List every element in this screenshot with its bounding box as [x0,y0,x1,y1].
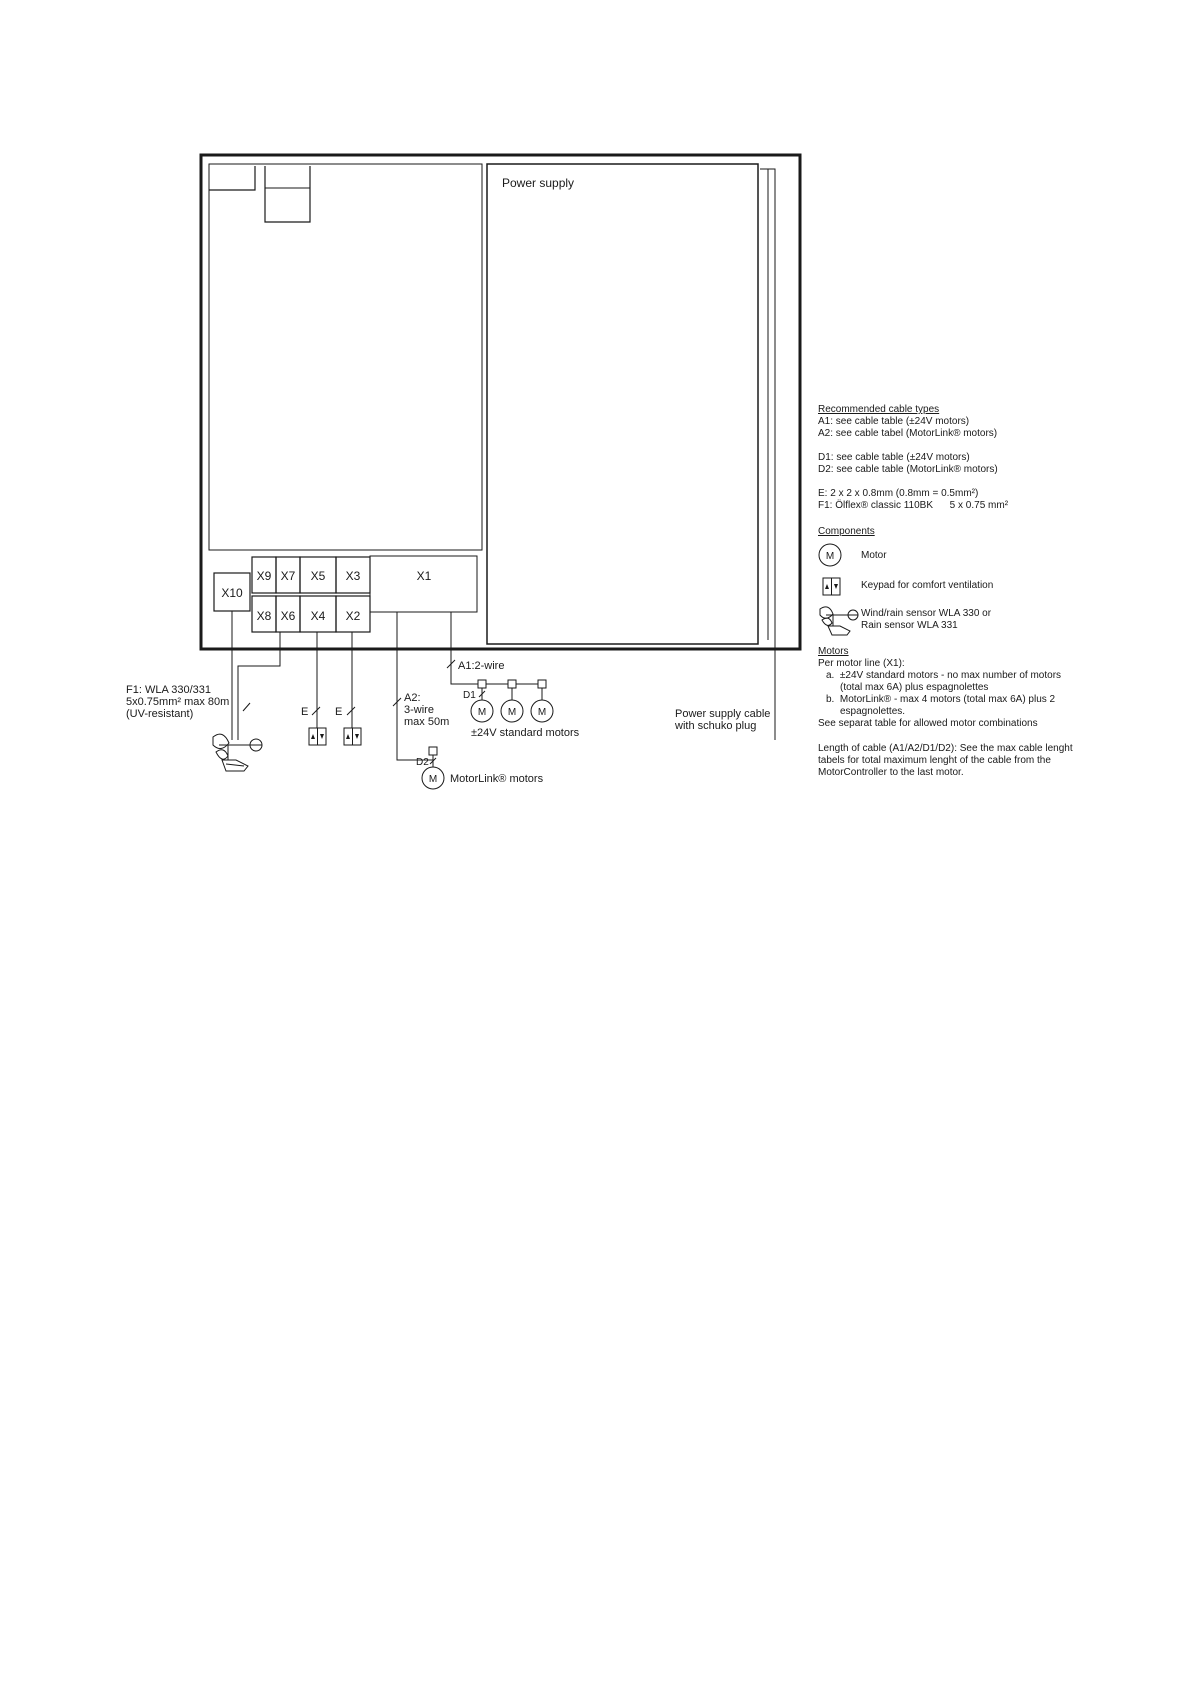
legend-motors-line-3: (total max 6A) plus espagnolettes [840,682,989,693]
terminal-x1-label: X1 [416,569,432,583]
e-cable-label-left: E [301,706,309,718]
f1-label-line3: (UV-resistant) [126,708,194,720]
standard-motor-3-symbol: M [537,707,547,718]
d2-label: D2 [416,757,429,768]
power-supply-box [487,164,758,644]
e-cable-x4-slash [312,707,320,715]
d1-junction-box-2 [508,680,516,688]
terminal-x2-label: X2 [345,609,361,623]
legend-motor-label: Motor [861,550,887,561]
keypad-right-up-arrow [346,734,350,739]
legend-keypad-down-arrow [834,584,838,589]
power-supply-cable-label-line2: with schuko plug [675,720,757,732]
terminal-x8-label: X8 [256,609,272,623]
d1-junction-box-1 [478,680,486,688]
legend-cable-line-e: E: 2 x 2 x 0.8mm (0.8mm = 0.5mm²) [818,488,979,499]
terminal-x1-box [370,556,477,612]
left-compartment [209,164,482,550]
e-cable-label-right: E [335,706,343,718]
d1-label: D1 [463,690,476,701]
legend-motors-title: Motors [818,646,849,657]
legend-sensor-icon [820,607,858,635]
f1-label-line1: F1: WLA 330/331 [126,684,211,696]
keypad-right-down-arrow [355,734,359,739]
standard-motor-2-symbol: M [507,707,517,718]
legend-cable-line-a2: A2: see cable tabel (MotorLink® motors) [818,428,998,439]
legend-length-line-2: tabels for total maximum lenght of the cable from the [818,755,1051,766]
d2-junction-box [429,747,437,755]
a2-cable [397,612,433,760]
legend-motors-line-5: espagnolettes. [840,706,906,717]
legend-keypad-up-arrow [825,584,829,589]
power-supply-cable-label-line1: Power supply cable [675,708,771,720]
terminal-x6-label: X6 [280,609,296,623]
legend-motor-icon-symbol: M [825,551,835,562]
legend-cable-line-a1: A1: see cable table (±24V motors) [818,416,970,427]
standard-motor-1-symbol: M [477,707,487,718]
legend-motors-line-1: Per motor line (X1): [818,658,905,669]
standard-motors-label: ±24V standard motors [471,727,580,739]
legend-length-line-1: Length of cable (A1/A2/D1/D2): See the max cable lenght [818,743,1073,754]
power-supply-label: Power supply [502,176,575,190]
internal-wire [209,166,255,190]
keypad-left-down-arrow [320,734,324,739]
terminal-x3-label: X3 [345,569,361,583]
a2-label-line3: max 50m [404,716,450,728]
legend-cable-line-d2: D2: see cable table (MotorLink® motors) [818,464,998,475]
legend-motors-line-2: a. ±24V standard motors - no max number of motors [826,670,1062,681]
keypad-left-up-arrow [311,734,315,739]
legend-motors-line-6: See separat table for allowed motor combinations [818,718,1038,729]
legend-sensor-label-line1: Wind/rain sensor WLA 330 or [861,608,992,619]
motorlink-motors-label: MotorLink® motors [450,773,544,785]
legend-components-title: Components [818,526,875,537]
terminal-x4-label: X4 [310,609,326,623]
legend-sensor-label-line2: Rain sensor WLA 331 [861,620,958,631]
a1-label: A1:2-wire [458,660,505,672]
legend-length-line-3: MotorController to the last motor. [818,767,964,778]
legend-keypad-label: Keypad for comfort ventilation [861,580,994,591]
a2-label-line1: A2: [404,692,421,704]
terminal-x9-label: X9 [256,569,272,583]
terminal-x10-label: X10 [221,586,243,600]
legend-cable-line-d1: D1: see cable table (±24V motors) [818,452,970,463]
internal-connector [265,166,310,222]
a2-label-line2: 3-wire [404,704,434,716]
terminal-x7-label: X7 [280,569,296,583]
legend-cable-line-f1: F1: Ölflex® classic 110BK 5 x 0.75 mm² [818,500,1009,511]
terminal-x5-label: X5 [310,569,326,583]
d1-junction-box-3 [538,680,546,688]
f1-slash [243,703,250,711]
legend-motors-line-4: b. MotorLink® - max 4 motors (total max 6A) plus 2 [826,694,1056,705]
e-cable-x2-slash [347,707,355,715]
legend-cable-types-title: Recommended cable types [818,404,940,415]
f1-label-line2: 5x0.75mm² max 80m [126,696,230,708]
motorlink-motor-symbol: M [428,774,438,785]
